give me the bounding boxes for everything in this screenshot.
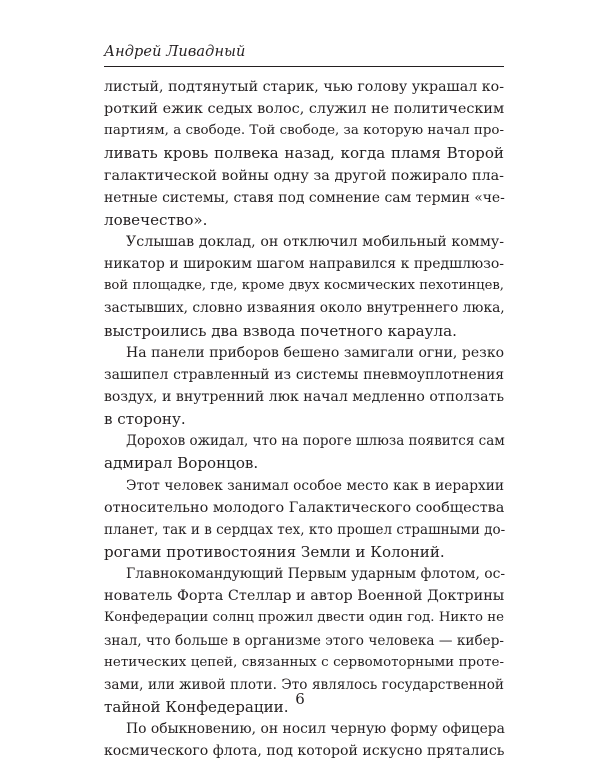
text-line: знал, что больше в организме этого человека — кибер-	[104, 632, 504, 649]
text-line: нетических цепей, связанных с сервомоторными проте-	[104, 654, 504, 670]
text-line: Главнокомандующий Первым ударным флотом, ос-	[126, 566, 506, 583]
text-line: Услышав доклад, он отключил мобильный комму-	[126, 233, 504, 250]
text-line: вой площадке, где, кроме двух космических пехотинцев,	[104, 278, 504, 294]
body-text	[104, 76, 504, 762]
text-line: партиям, а свободе. Той свободе, за которую начал про-	[104, 123, 504, 139]
header-rule	[104, 66, 504, 67]
text-line: роткий ежик седых волос, служил не политическим	[104, 101, 505, 118]
page-number: 6	[295, 690, 305, 708]
text-line: планет, так и в сердцах тех, кто прошел страшными до-	[104, 521, 506, 538]
text-line: Этот человек занимал особое место как в иерархии	[126, 477, 504, 494]
text-line: ливать кровь полвека назад, когда пламя Второй	[104, 144, 504, 163]
text-line: зашипел стравленный из системы пневмоуплотнения	[104, 366, 504, 383]
text-line: ловечество».	[104, 210, 208, 229]
text-line: рогами противостояния Земли и Колоний.	[104, 542, 445, 561]
text-line: никатор и широким шагом направился к предшлюзо-	[104, 256, 504, 273]
text-line: зами, или живой плоти. Это являлось государственной	[104, 676, 504, 693]
text-line: воздух, и внутренний люк начал медленно отползать	[104, 388, 504, 405]
running-head-author: Андрей Ливадный	[104, 44, 246, 60]
text-line: Конфедерации солнц прожил двести один год. Никто не	[104, 610, 504, 626]
text-line: относительно молодого Галактического сообщества	[104, 499, 505, 516]
text-line: листый, подтянутый старик, чью голову украшал ко-	[104, 79, 504, 95]
text-line: Дорохов ожидал, что на пороге шлюза появится сам	[126, 433, 505, 450]
text-line: На панели приборов бешено замигали огни, резко	[126, 344, 504, 361]
text-line: застывших, словно изваяния около внутреннего люка,	[104, 300, 505, 317]
text-line: тайной Конфедерации.	[104, 697, 289, 716]
text-line: выстроились два взвода почетного караула.	[104, 321, 457, 340]
text-line: космического флота, под которой искусно прятались	[104, 743, 505, 760]
text-line: нователь Форта Стеллар и автор Военной Доктрины	[104, 588, 505, 605]
text-line: нетные системы, ставя под сомнение сам термин «че-	[104, 189, 505, 206]
text-line: адмирал Воронцов.	[104, 454, 259, 473]
text-line: галактической войны одну за другой пожирало пла-	[104, 167, 504, 184]
text-line: в сторону.	[104, 410, 186, 429]
text-line: По обыкновению, он носил черную форму офицера	[126, 721, 505, 738]
